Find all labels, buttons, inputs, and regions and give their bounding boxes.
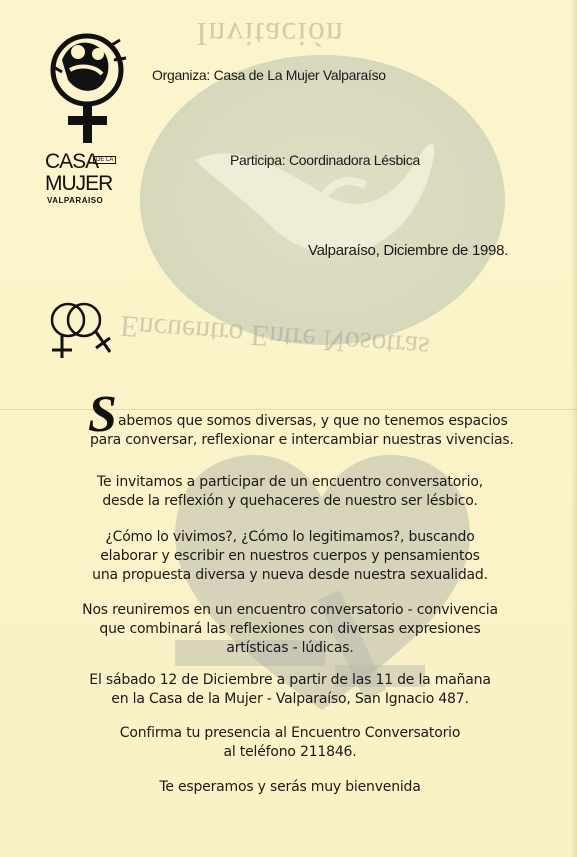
logo-mujer: MUJER <box>45 172 113 195</box>
paragraph-4-line-1: Nos reuniremos en un encuentro conversatorio - convivencia <box>82 602 498 618</box>
paragraph-4 <box>60 601 520 658</box>
paper-edge-shadow <box>571 0 577 857</box>
casa-de-la-mujer-logo-text <box>45 150 125 210</box>
paragraph-3-line-3: una propuesta diversa y nueva desde nuestra sexualidad. <box>92 567 488 583</box>
paragraph-6-line-2: al teléfono 211846. <box>223 744 357 760</box>
casa-de-la-mujer-emblem-icon <box>40 30 135 150</box>
paragraph-3-line-1: ¿Cómo lo vivimos?, ¿Cómo lo legitimamos?, buscando <box>105 529 475 545</box>
paper-fold-line <box>0 409 577 410</box>
dropcap-letter: S <box>88 386 117 443</box>
paragraph-3 <box>60 528 520 585</box>
paragraph-2-line-1: Te invitamos a participar de un encuentro conversatorio, <box>97 474 483 490</box>
paragraph-1-line-1: abemos que somos diversas, y que no tenemos espacios <box>118 413 508 429</box>
logo-de-la: DE LA <box>93 156 116 164</box>
showthrough-title-bottom: Encuentro Entre Nosotras <box>119 309 431 364</box>
participant-line: Participa: Coordinadora Lésbica <box>230 152 420 168</box>
paragraph-6-line-1: Confirma tu presencia al Encuentro Conversatorio <box>119 725 461 741</box>
showthrough-title-top: Invitación <box>196 15 344 52</box>
paragraph-5-line-2: en la Casa de la Mujer - Valparaíso, San Ignacio 487. <box>111 691 469 707</box>
place-date-line: Valparaíso, Diciembre de 1998. <box>308 242 509 259</box>
paragraph-4-line-2: que combinará las reflexiones con diversas expresiones <box>99 621 481 637</box>
double-venus-icon <box>38 290 120 372</box>
paragraph-5 <box>60 671 520 709</box>
paragraph-2-line-2: desde la reflexión y quehaceres de nuestro ser lésbico. <box>102 493 478 509</box>
logo-city: VALPARAISO <box>47 196 104 205</box>
paragraph-2 <box>60 473 520 511</box>
paragraph-6 <box>60 724 520 762</box>
paragraph-5-line-1: El sábado 12 de Diciembre a partir de las 11 de la mañana <box>89 672 491 688</box>
swimmer-silhouette-image <box>175 100 455 290</box>
closing-line: Te esperamos y serás muy bienvenida <box>159 779 421 795</box>
organizer-line: Organiza: Casa de La Mujer Valparaíso <box>152 67 386 83</box>
paragraph-4-line-3: artísticas - lúdicas. <box>226 640 354 656</box>
paragraph-1-line-2: para conversar, reflexionar e intercambiar nuestras vivencias. <box>90 432 514 448</box>
logo-casa: CASA <box>45 150 99 173</box>
paragraph-3-line-2: elaborar y escribir en nuestros cuerpos y pensamientos <box>100 548 480 564</box>
